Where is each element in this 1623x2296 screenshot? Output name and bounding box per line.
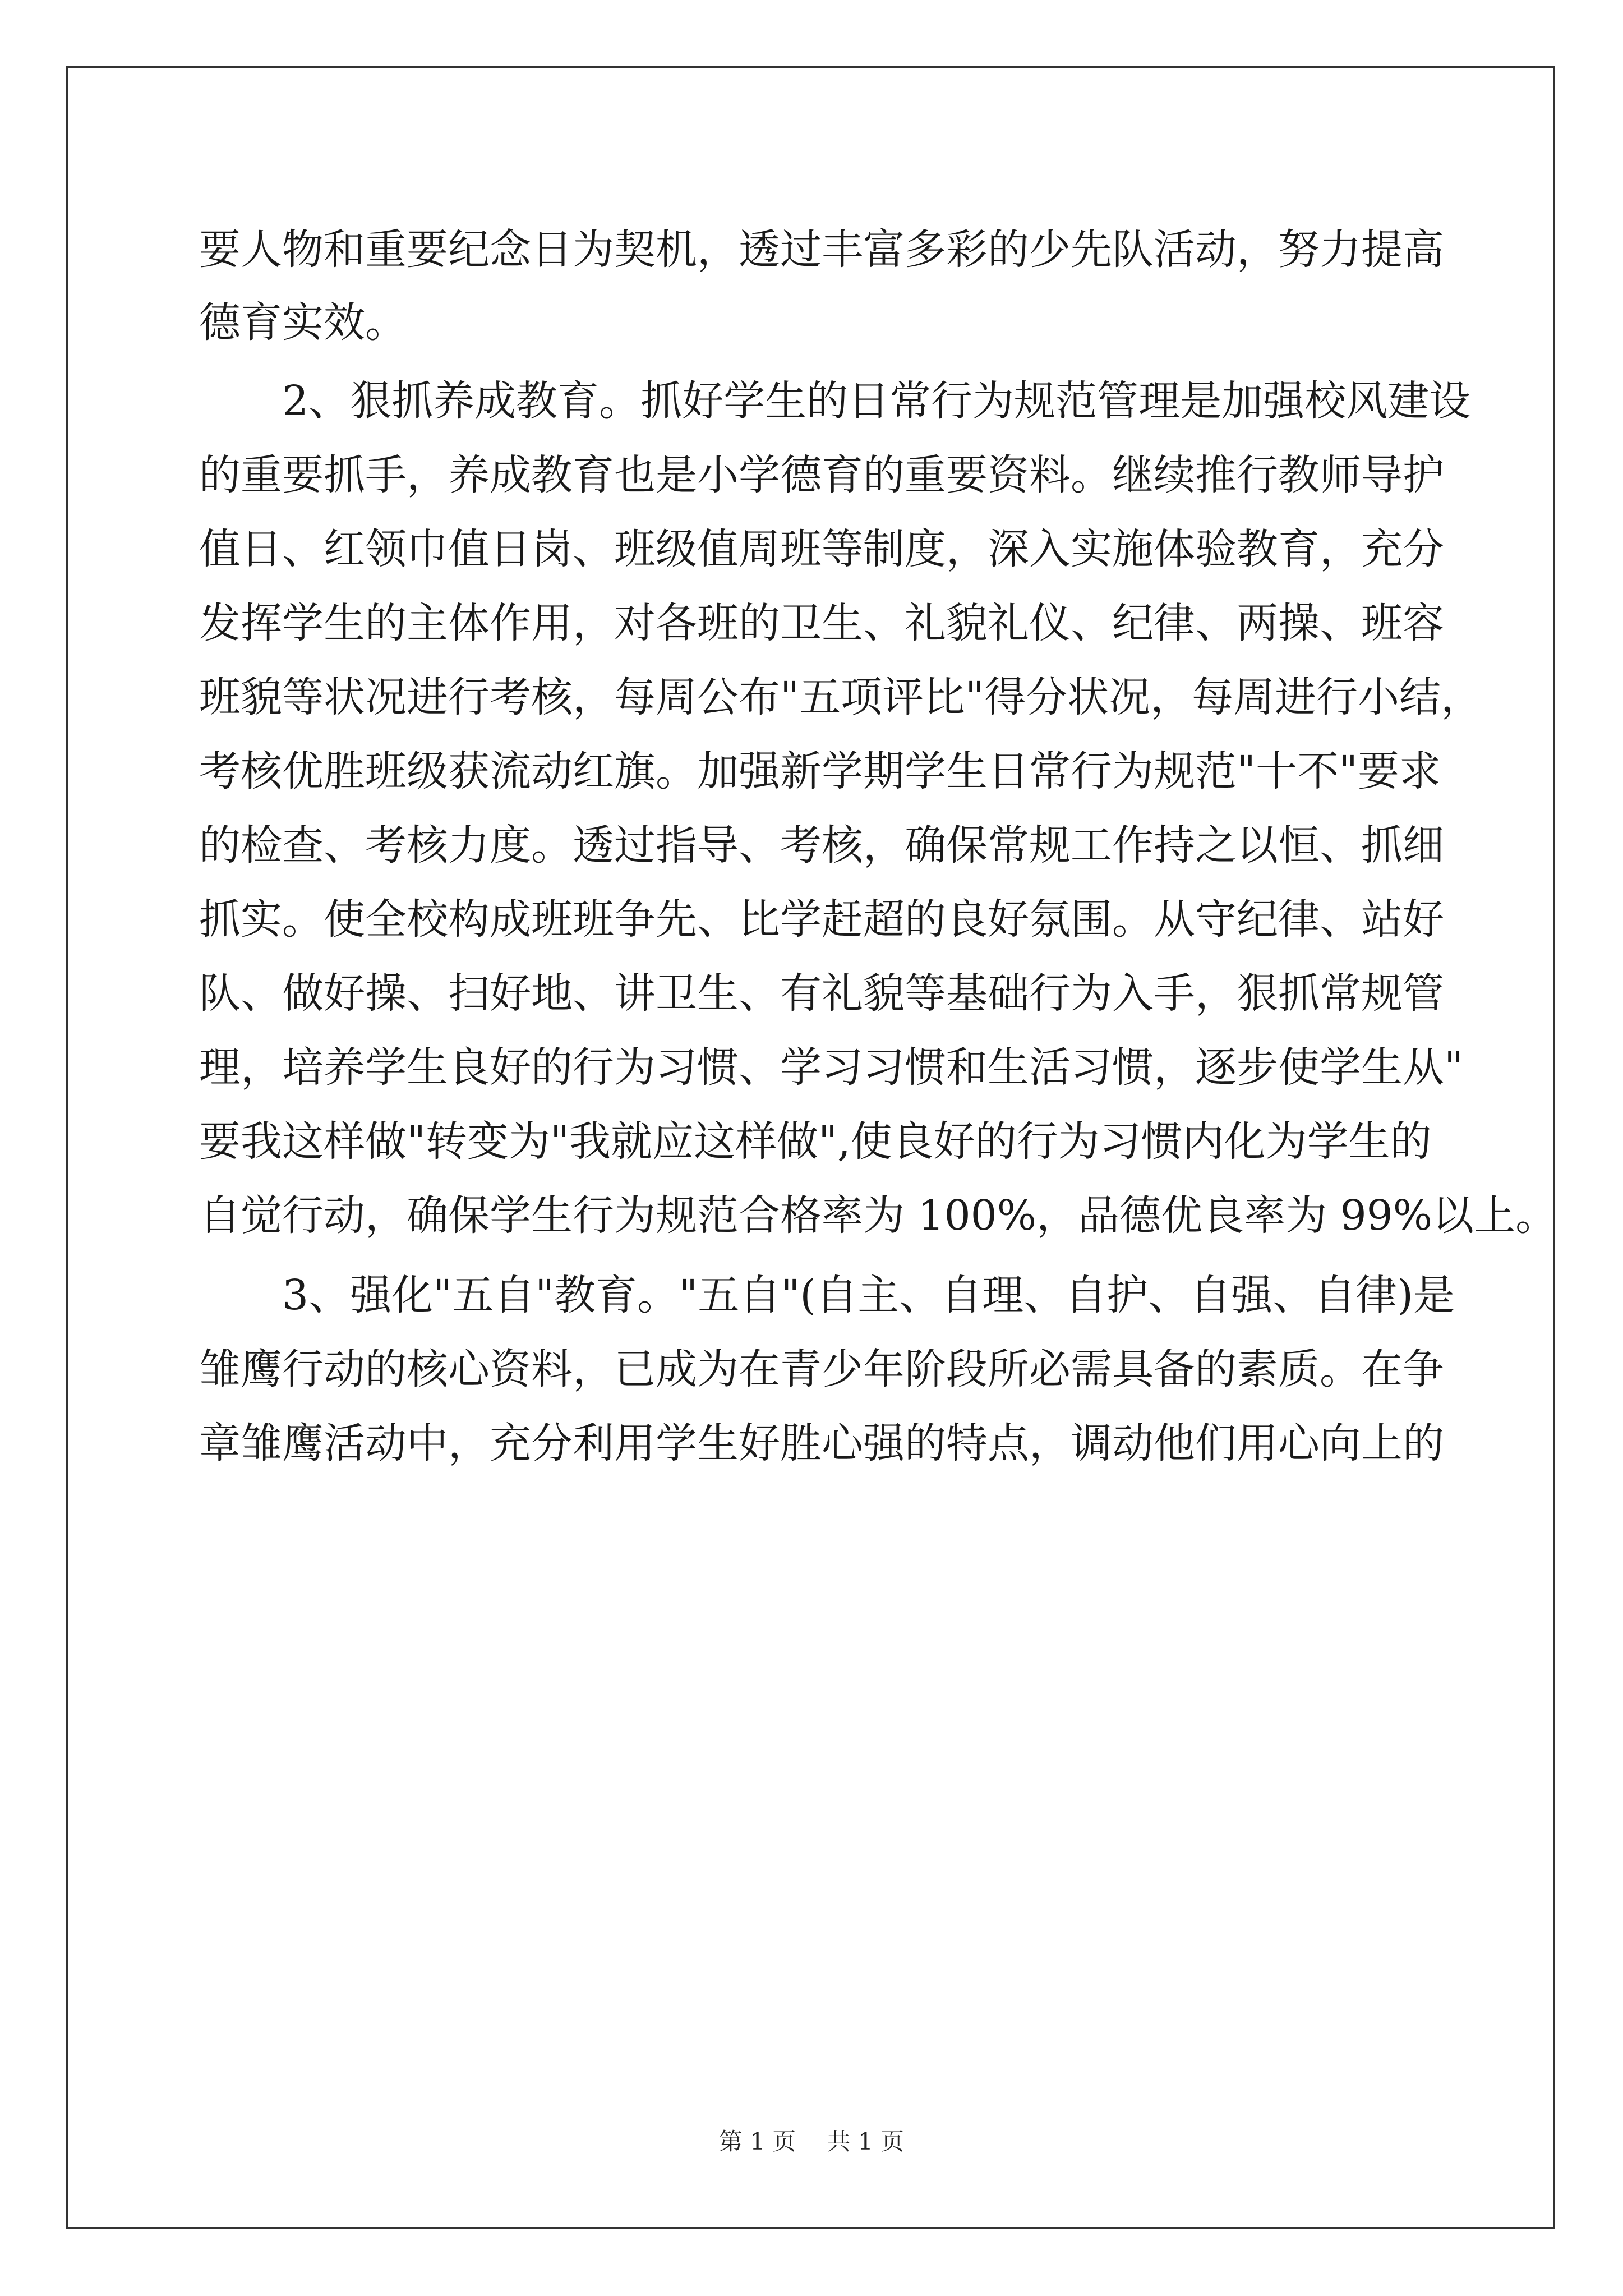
text-line: 自觉行动，确保学生行为规范合格率为 100%，品德优良率为 99%以上。 [199, 1191, 1557, 1240]
text-line: 要我这样做"转变为"我就应这样做",使良好的行为习惯内化为学生的 [199, 1117, 1432, 1166]
text-line: 雏鹰行动的核心资料，已成为在青少年阶段所必需具备的素质。在争 [199, 1345, 1444, 1393]
text-line: 2、狠抓养成教育。抓好学生的日常行为规范管理是加强校风建设 [199, 377, 1471, 425]
text-line: 队、做好操、扫好地、讲卫生、有礼貌等基础行为入手，狠抓常规管 [199, 969, 1444, 1018]
text-line: 的检查、考核力度。透过指导、考核，确保常规工作持之以恒、抓细 [199, 821, 1444, 869]
text-line: 班貌等状况进行考核，每周公布"五项评比"得分状况，每周进行小结， [199, 673, 1483, 721]
text-line: 考核优胜班级获流动红旗。加强新学期学生日常行为规范"十不"要求 [199, 747, 1441, 795]
text-line: 3、强化"五自"教育。"五自"(自主、自理、自护、自强、自律)是 [199, 1271, 1455, 1319]
text-line: 的重要抓手，养成教育也是小学德育的重要资料。继续推行教师导护 [199, 451, 1444, 499]
text-line: 要人物和重要纪念日为契机，透过丰富多彩的少先队活动，努力提高 [199, 226, 1444, 274]
text-line: 理，培养学生良好的行为习惯、学习习惯和生活习惯，逐步使学生从" [199, 1043, 1464, 1092]
text-line: 章雏鹰活动中，充分利用学生好胜心强的特点，调动他们用心向上的 [199, 1419, 1444, 1467]
text-line: 发挥学生的主体作用，对各班的卫生、礼貌礼仪、纪律、两操、班容 [199, 599, 1444, 647]
page-footer: 第 1 页 共 1 页 [718, 2128, 905, 2155]
text-line: 值日、红领巾值日岗、班级值周班等制度，深入实施体验教育，充分 [199, 525, 1444, 573]
text-line: 德育实效。 [199, 298, 407, 347]
text-line: 抓实。使全校构成班班争先、比学赶超的良好氛围。从守纪律、站好 [199, 895, 1444, 944]
